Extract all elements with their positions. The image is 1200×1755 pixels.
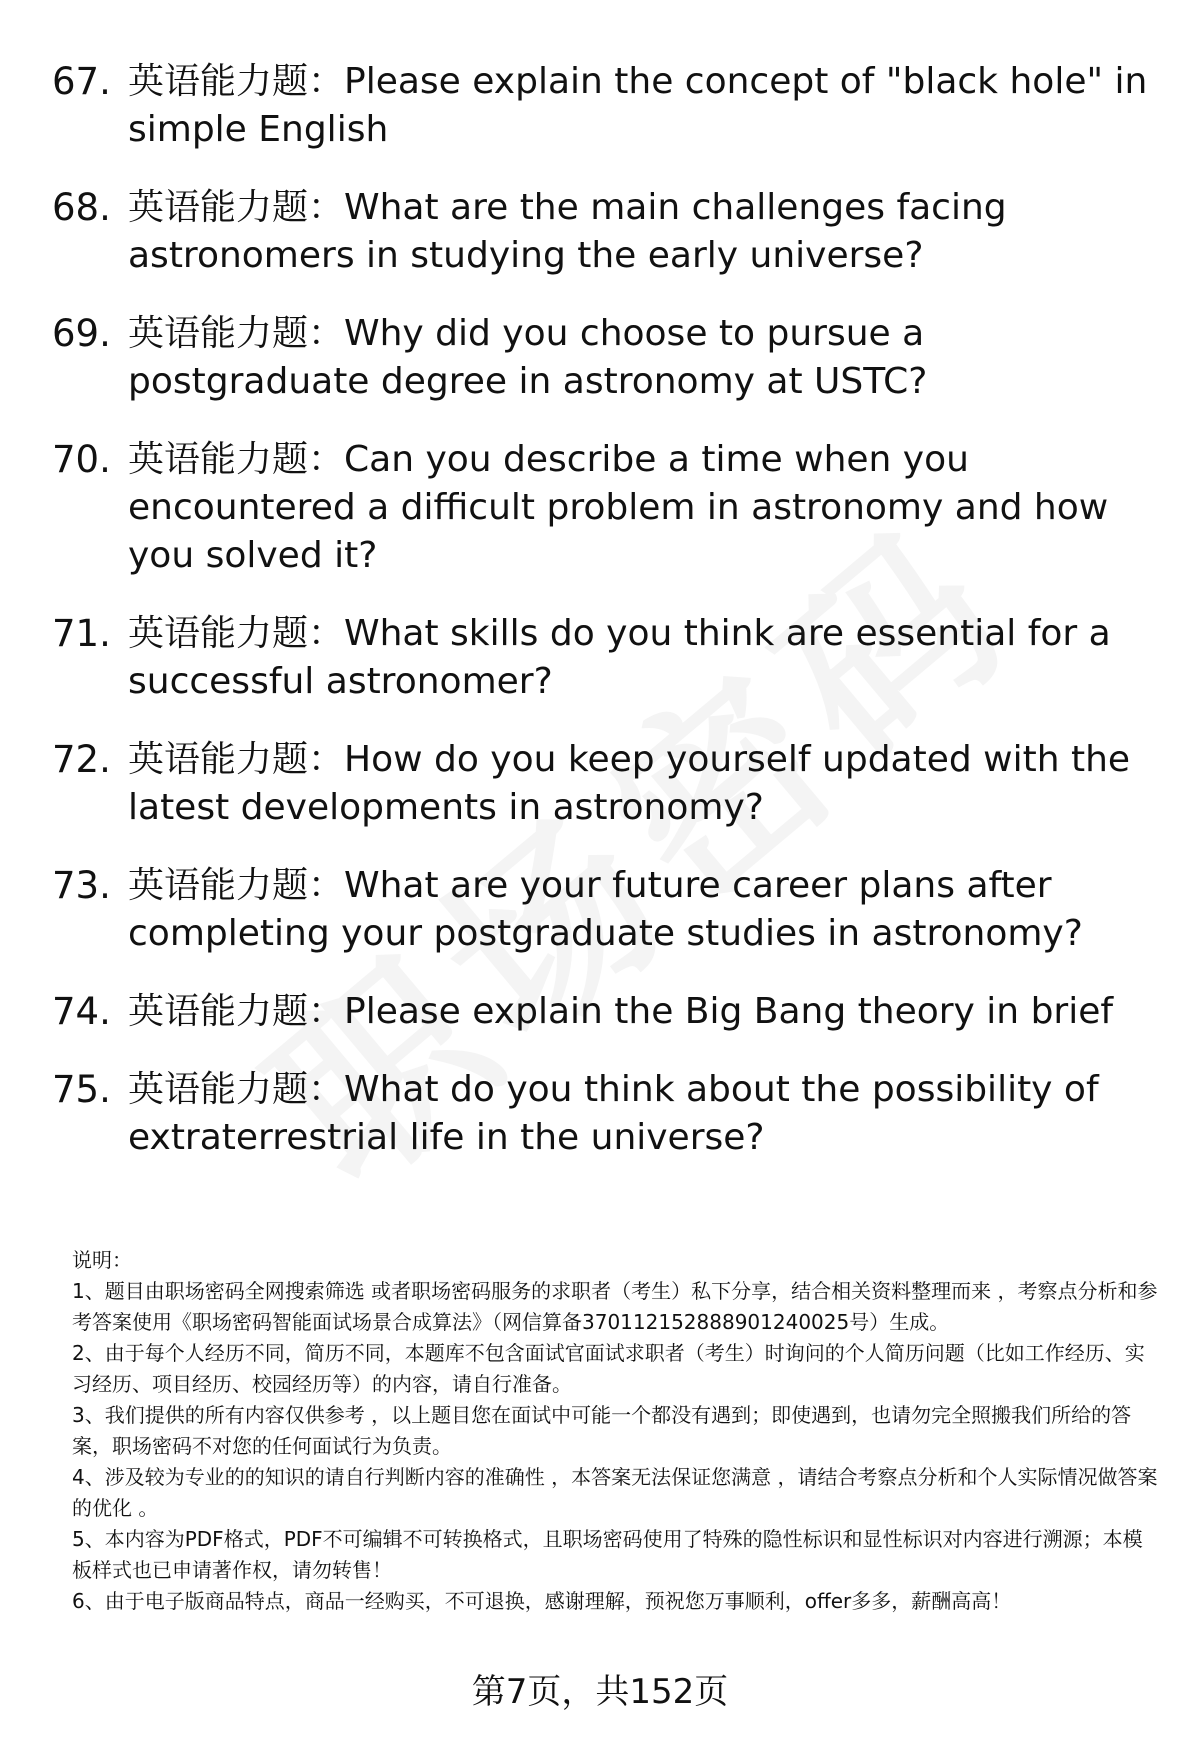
question-item <box>52 736 1162 832</box>
question-item <box>52 58 1162 154</box>
question-text: 英语能力题：What do you think about the possibility of extraterrestrial life in the universe? <box>128 1069 1099 1158</box>
question-text: 英语能力题：Please explain the concept of "black hole" in simple English <box>128 61 1148 150</box>
question-item <box>52 184 1162 280</box>
note-item: 4、涉及较为专业的的知识的请自行判断内容的准确性 ，本答案无法保证您满意 ，请结合考察点分析和个人实际情况做答案的优化 。 <box>72 1465 1158 1520</box>
question-list <box>52 58 1162 1192</box>
question-text: 英语能力题：Please explain the Big Bang theory in brief <box>128 991 1114 1032</box>
question-number: 74. <box>52 990 111 1033</box>
question-item <box>52 436 1162 580</box>
question-number: 71. <box>52 612 111 655</box>
question-item <box>52 610 1162 706</box>
question-number: 73. <box>52 864 111 907</box>
question-number: 68. <box>52 186 111 229</box>
question-number: 72. <box>52 738 111 781</box>
question-item <box>52 1066 1162 1162</box>
note-item: 3、我们提供的所有内容仅供参考 ，以上题目您在面试中可能一个都没有遇到；即使遇到，也请勿完全照搬我们所给的答案，职场密码不对您的任何面试行为负责。 <box>72 1403 1132 1458</box>
question-item <box>52 310 1162 406</box>
question-number: 67. <box>52 60 111 103</box>
question-text: 英语能力题：What are your future career plans after completing your postgraduate studies in astronomy? <box>128 865 1083 954</box>
note-item: 6、由于电子版商品特点，商品一经购买，不可退换，感谢理解，预祝您万事顺利，offer多多，薪酬高高！ <box>72 1589 1012 1613</box>
question-text: 英语能力题：Can you describe a time when you encountered a difficult problem in astronomy and how you solved it? <box>128 439 1109 576</box>
question-text: 英语能力题：What are the main challenges facing astronomers in studying the early universe? <box>128 187 1007 276</box>
question-number: 69. <box>52 312 111 355</box>
page-number: 第7页，共152页 <box>471 1672 729 1712</box>
question-number: 75. <box>52 1068 111 1111</box>
question-item <box>52 988 1162 1036</box>
note-item: 2、由于每个人经历不同，简历不同，本题库不包含面试官面试求职者（考生）时询问的个人简历问题（比如工作经历、实习经历、项目经历、校园经历等）的内容，请自行准备。 <box>72 1341 1145 1396</box>
question-number: 70. <box>52 438 111 481</box>
question-text: 英语能力题：Why did you choose to pursue a postgraduate degree in astronomy at USTC? <box>128 313 928 402</box>
question-text: 英语能力题：How do you keep yourself updated with the latest developments in astronomy? <box>128 739 1131 828</box>
notes-section <box>72 1245 1162 1617</box>
question-text: 英语能力题：What skills do you think are essential for a successful astronomer? <box>128 613 1111 702</box>
note-item: 1、题目由职场密码全网搜索筛选 或者职场密码服务的求职者（考生）私下分享，结合相关资料整理而来 ，考察点分析和参考答案使用《职场密码智能面试场景合成算法》（网信算备370112152888901240025号）生成。 <box>72 1279 1158 1334</box>
question-item <box>52 862 1162 958</box>
notes-heading: 说明： <box>72 1248 132 1272</box>
note-item: 5、本内容为PDF格式，PDF不可编辑不可转换格式，且职场密码使用了特殊的隐性标识和显性标识对内容进行溯源；本模板样式也已申请著作权，请勿转售！ <box>72 1527 1143 1582</box>
